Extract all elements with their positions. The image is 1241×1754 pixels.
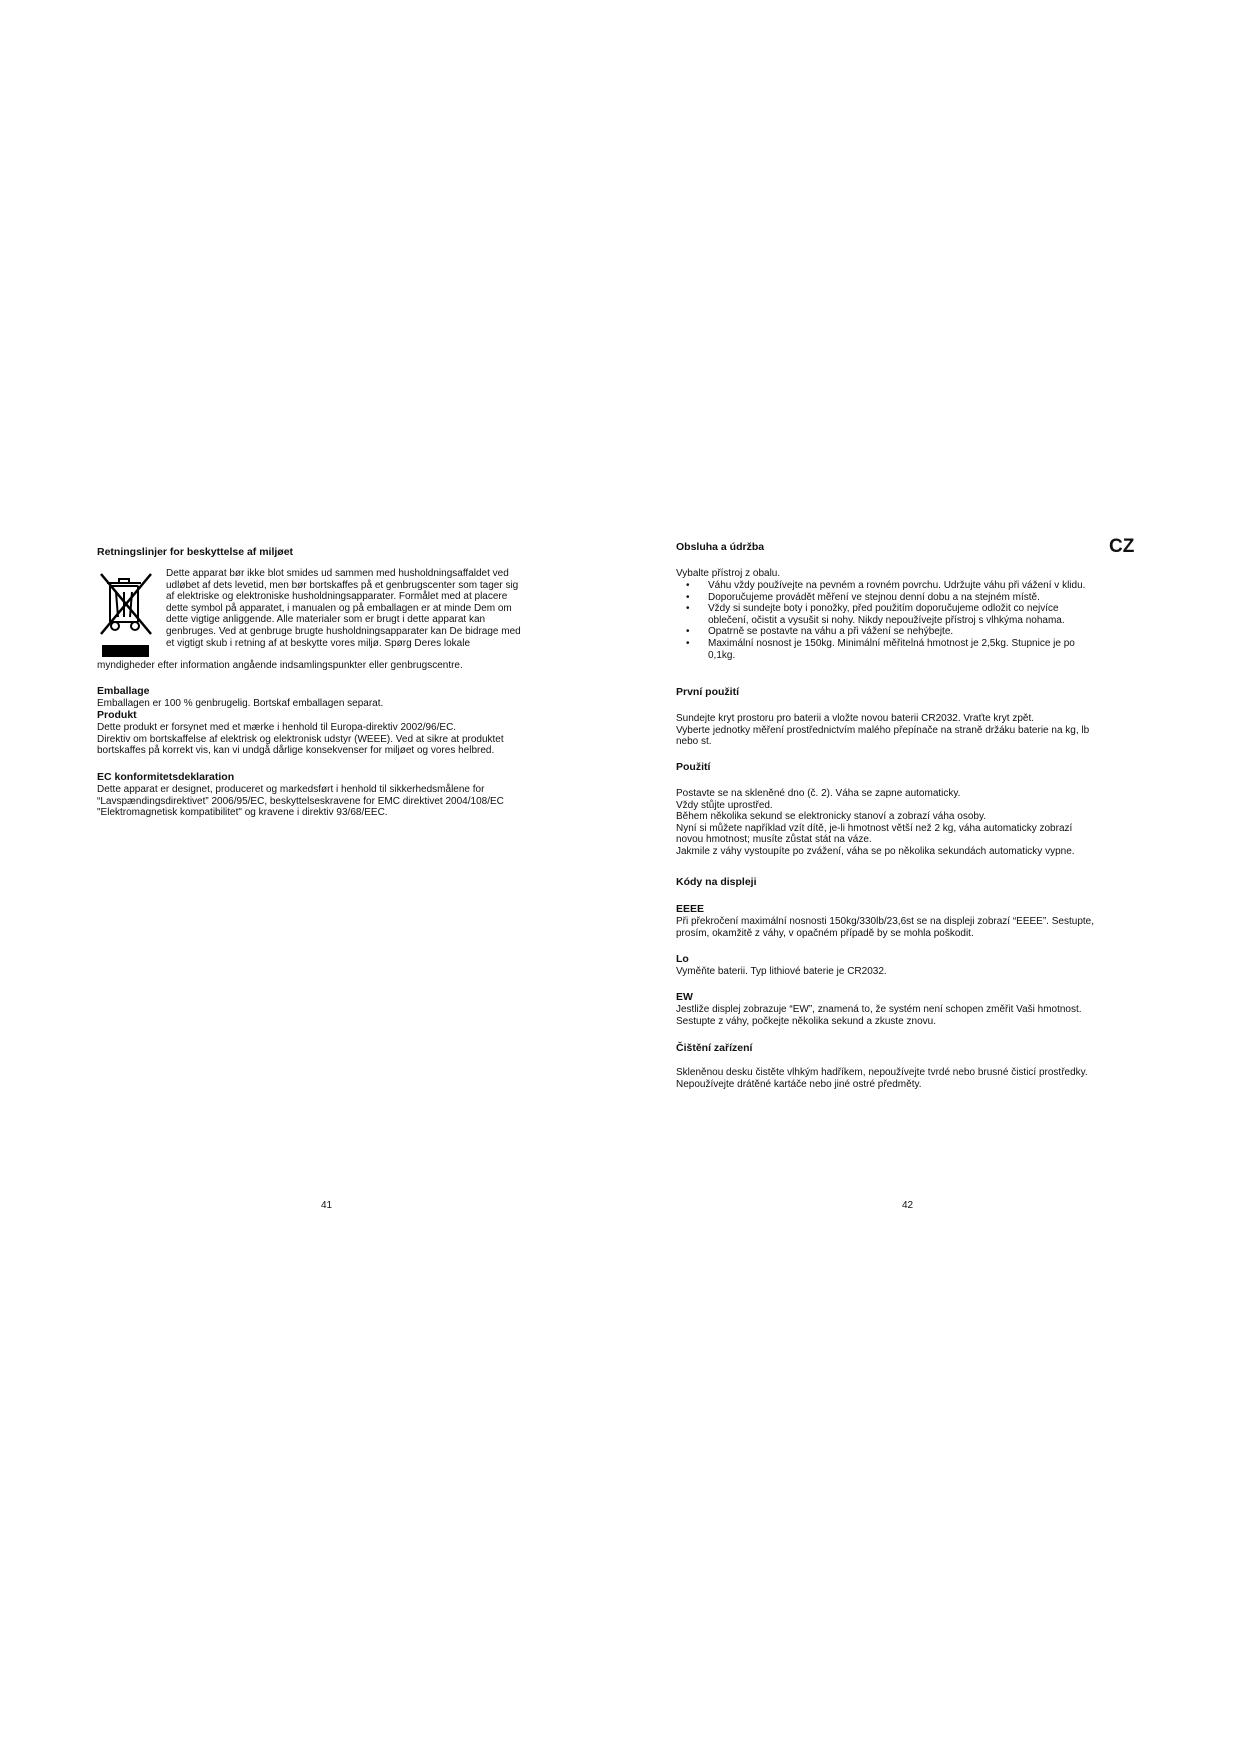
list-item: • Vždy si sundejte boty i ponožky, před použitím doporučujeme odložit co nejvíce oblečení, očistit a vysušit si nohy. Nikdy nepoužívejte přístroj s vlhkýma nohama. — [676, 603, 1156, 626]
env-line: af elektriske og elektroniske husholdningsapparater. Formålet med at placere — [166, 591, 508, 603]
product-line: Direktiv om bortskaffelse af elektrisk og elektronisk udstyr (WEEE). Ved at sikre at produktet — [97, 733, 504, 745]
ec-line: “Lavspændingsdirektivet” 2006/95/EC, beskyttelseskravene for EMC direktivet 2004/108/EC — [97, 795, 504, 807]
clean-paragraph: Skleněnou desku čistěte vlhkým hadříkem, nepoužívejte tvrdé nebo brusné čisticí prostředky. Nepoužívejte drátěné kartáče nebo jiné ostré předměty. — [676, 1067, 1088, 1090]
ec-heading: EC konformitetsdeklaration — [97, 771, 235, 783]
use-paragraph: Postavte se na skleněné dno (č. 2). Váha se zapne automaticky. Vždy stůjte uprostřed. Během několika sekund se elektronicky stanoví a zobrazí váha osoby. Nyní si můžete například vzít dítě, je-li hmotnost větší než 2 kg, váha automaticky zobrazí novou hmotnost; musíte zůstat stát na váze. Jakmile z váhy vystoupíte po zvážení, váha se po několika sekundách automaticky vypne. — [676, 788, 1075, 857]
page-number-right: 42 — [902, 1200, 914, 1211]
env-heading: Retningslinjer for beskyttelse af miljøet — [97, 546, 294, 558]
eeee-heading: EEEE — [676, 903, 705, 915]
use-heading: Použití — [676, 761, 711, 773]
ec-line: Dette apparat er designet, produceret og markedsført i henhold til sikkerhedsmålene for — [97, 784, 485, 795]
page-number-left: 41 — [321, 1200, 333, 1211]
env-line: dette symbol på apparatet, i manualen og på emballagen er at minde Dem om — [166, 602, 512, 614]
packaging-heading: Emballage — [97, 685, 150, 697]
env-line: dette vigtige anliggende. Alle materialer som er brugt i dette apparat kan — [166, 614, 486, 626]
ops-heading: Obsluha a údržba — [676, 541, 765, 553]
ew-heading: EW — [676, 991, 693, 1003]
ew-paragraph: Jestliže displej zobrazuje “EW”, znamená to, že systém není schopen změřit Vaši hmotnost. Sestupte z váhy, počkejte několika sekund a zkuste znovu. — [676, 1004, 1082, 1027]
product-heading: Produkt — [97, 709, 137, 721]
list-item: • Maximální nosnost je 150kg. Minimální měřitelná hmotnost je 2,5kg. Stupnice je po 0,1kg. — [676, 638, 1156, 661]
env-line: udløbet af dets levetid, men bør bortskaffes på et genbrugscenter som tager sig — [166, 579, 519, 591]
env-line: genbruges. Ved at genbruge brugte husholdningsapparater kan De bidrage med — [166, 625, 521, 637]
weee-marking-bar — [102, 645, 149, 657]
product-line: Dette produkt er forsynet med et mærke i henhold til Europa-direktiv 2002/96/EC. — [97, 722, 457, 733]
language-code: CZ — [1109, 536, 1135, 557]
ec-line: "Elektromagnetisk kompatibilitet" og kravene i direktiv 93/68/EEC. — [97, 807, 388, 819]
env-paragraph — [166, 568, 586, 649]
packaging-text: Emballagen er 100 % genbrugelig. Bortskaf emballagen separat. — [97, 698, 384, 709]
ops-bullet-list — [676, 580, 1156, 661]
lo-heading: Lo — [676, 953, 689, 965]
lo-text: Vyměňte baterii. Typ lithiové baterie je CR2032. — [676, 966, 887, 977]
clean-heading: Čištění zařízení — [676, 1042, 753, 1054]
first-use-heading: První použití — [676, 686, 739, 698]
product-line: bortskaffes på korrekt vis, kan vi undgå dårlige konsekvenser for miljøet og vores helbred. — [97, 745, 495, 757]
product-paragraph — [97, 722, 577, 757]
env-line: Dette apparat bør ikke blot smides ud sammen med husholdningsaffaldet ved — [166, 568, 509, 579]
codes-heading: Kódy na displeji — [676, 876, 757, 888]
list-item: • Opatrně se postavte na váhu a při vážení se nehýbejte. — [676, 626, 1156, 638]
ec-paragraph — [97, 784, 577, 819]
ops-intro: Vybalte přístroj z obalu. — [676, 568, 781, 579]
env-line: et vigtigt skub i retning af at beskytte vores miljø. Spørg Deres lokale — [166, 637, 471, 649]
env-last-line: myndigheder efter information angående indsamlingspunkter eller genbrugscentre. — [97, 660, 463, 671]
list-item: • Doporučujeme provádět měření ve stejnou denní dobu a na stejném místě. — [676, 592, 1156, 604]
eeee-paragraph: Při překročení maximální nosnosti 150kg/330lb/23,6st se na displeji zobrazí “EEEE”. Sestupte, prosím, okamžitě z váhy, v opačném případě by se mohla poškodit. — [676, 916, 1094, 939]
list-item: • Váhu vždy používejte na pevném a rovném povrchu. Udržujte váhu při vážení v klidu. — [676, 580, 1156, 592]
first-use-paragraph: Sundejte kryt prostoru pro baterii a vložte novou baterii CR2032. Vraťte kryt zpět. Vyberte jednotky měření prostřednictvím malého přepínače na straně držáku baterie na kg, lb nebo st. — [676, 713, 1090, 748]
